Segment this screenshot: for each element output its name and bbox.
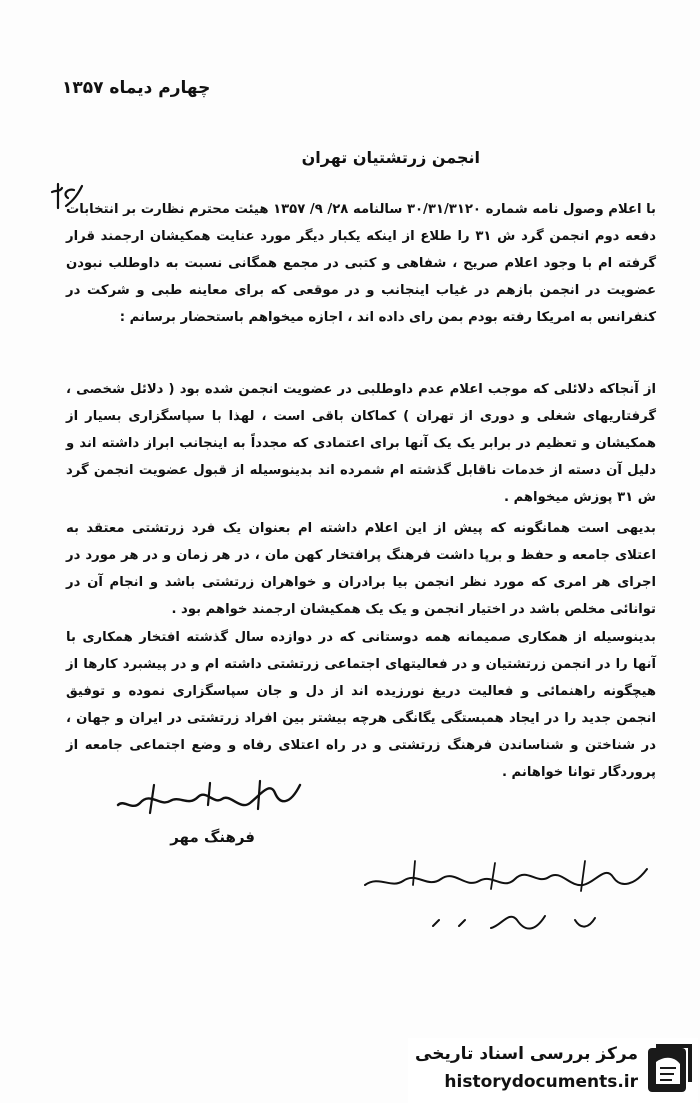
letter-date: چهارم دیماه ۱۳۵۷	[62, 78, 211, 98]
handwritten-copy-note-line-2	[425, 902, 605, 942]
archive-watermark	[408, 1038, 698, 1103]
handwritten-copy-note-line-1	[355, 855, 655, 900]
signatory-name: فرهنگ مهر	[170, 828, 255, 846]
letter-addressee: انجمن زرتشتیان تهران	[301, 148, 480, 167]
paragraph-1: با اعلام وصول نامه شماره ۳۰/۳۱/۳۱۲۰ سالنامه ۲۸/ ۹/ ۱۳۵۷ هیئت محترم نظارت بر انتخابات دفعه دوم انجمن گرد ش ۳۱ را طلاع از اینکه یکبار دیگر مورد عنایت همکیشان ارجمند قرار گرفته ام با وجود اعلام صریح ، شفاهی و کتبی در مجمع همگانی نسبت به داوطلب نبودن عضویت در انجمن بازهم در غیاب اینجانب و در موقعی که برای معاینه طبی و شرکت در کنفرانس به امریکا رفته بودم بمن رای داده اند ، اجازه میخواهم باستحضار برسانم :	[66, 202, 657, 325]
paragraph-4: بدینوسیله از همکاری صمیمانه همه دوستانی که در دوازده سال گذشته افتخار همکاری با آنها را در انجمن زرتشتیان و در فعالیتهای اجتماعی زرتشتی داشته ام و در پیشبرد کارها از هیچگونه راهنمائی و فعالیت دریغ نورزیده اند از دل و جان سپاسگزاری نموده و توفیق انجمن جدید را در ایجاد همبستگی یگانگی هرچه بیشتر بین افراد زرتشتی در ایران و جهان ، در شناختن و شناساندن فرهنگ زرتشتی و در راه اعتلای رفاه و وضع اجتماعی جامعه از پروردگار توانا خواهانم .	[66, 630, 656, 780]
paragraph-3: بدیهی است همانگونه که پیش از این اعلام داشته ام بعنوان یک فرد زرتشتی معتقد به اعتلای جامعه و حفظ و برپا داشت فرهنگ پرافتخار کهن مان ، در هر زمان و در هر مورد در اجرای هر امری که مورد نظر انجمن بیا برادران و خواهران زرتشتی باشد و انجام آن در توانائی مخلص باشد در اختیار انجمن و یک یک همکیشان ارجمند خواهم بود .	[66, 521, 656, 617]
document-archive-icon	[644, 1042, 694, 1094]
handwritten-closing-signature	[110, 775, 310, 825]
watermark-url: historydocuments.ir	[444, 1072, 638, 1092]
paragraph-2: از آنجاکه دلائلی که موجب اعلام عدم داوطلبی در عضویت انجمن شده بود ( دلائل شخصی ، گرفتاریهای شغلی و دوری از تهران ) کماکان باقی است ، لهذا با سپاسگزاری بسیار از همکیشان و تعظیم در برابر یک یک آنها برای اعتمادی که مجدداً به اینجانب ابراز داشته اند و دلیل آن دسته از خدمات ناقابل گذشته ام شمرده اند بدینوسیله از قبول عضویت انجمن گرد ش ۳۱ پوزش میخواهم .	[66, 382, 656, 505]
watermark-persian-text: مرکز بررسی اسناد تاریخی	[415, 1044, 638, 1064]
